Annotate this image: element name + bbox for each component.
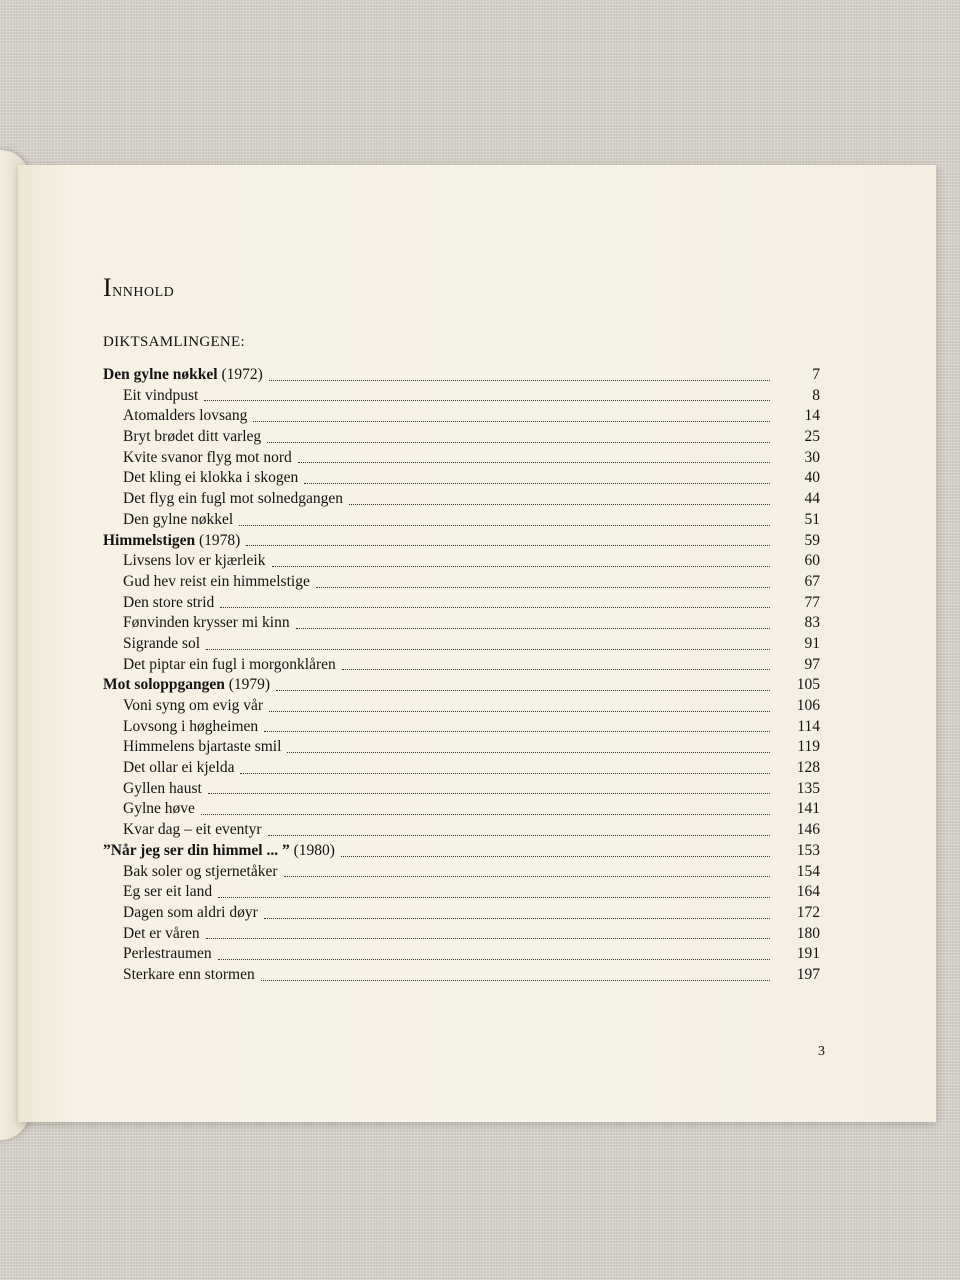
toc-entry-page: 105	[796, 676, 820, 694]
toc-entry-page: 7	[812, 366, 820, 383]
toc-poem-row	[103, 903, 820, 924]
toc-entry-title	[123, 448, 292, 469]
toc-poem-row	[103, 634, 820, 655]
toc-entry-title	[123, 717, 258, 738]
dot-leader	[272, 565, 771, 567]
toc-entry-title-text: Det er våren	[123, 924, 200, 942]
dot-leader	[264, 917, 770, 919]
toc-poem-row	[103, 799, 820, 820]
dot-leader	[218, 896, 770, 898]
toc-entry-title-text: Eit vindpust	[123, 386, 199, 404]
toc-entry-page: 25	[804, 428, 820, 446]
dot-leader	[206, 648, 770, 650]
dot-leader	[208, 792, 770, 794]
toc-entry-year: (1972)	[221, 366, 263, 383]
toc-entry-title-text: Sterkare enn stormen	[123, 965, 255, 983]
toc-entry-page: 164	[796, 883, 820, 901]
toc-entry-title-text: Den store strid	[123, 593, 215, 611]
toc-entry-title	[123, 427, 261, 448]
toc-entry-year: (1980)	[293, 841, 335, 859]
toc-entry-title-text: Voni syng om evig vår	[123, 697, 264, 714]
toc-poem-row	[103, 427, 820, 448]
toc-poem-row	[103, 468, 820, 489]
toc-entry-title	[123, 572, 310, 593]
toc-collection-row	[103, 531, 820, 552]
toc-collection-row	[103, 365, 820, 386]
toc-entry-title	[123, 593, 214, 614]
toc-entry-title	[123, 613, 290, 634]
toc-entry-page: 51	[804, 510, 820, 528]
toc-entry-title	[123, 799, 195, 820]
toc-entry-page: 14	[804, 407, 820, 425]
toc-entry-page: 97	[804, 655, 820, 673]
page-title: Innhold	[103, 273, 175, 302]
toc-entry-title-text: Gyllen haust	[123, 779, 202, 797]
toc-collection-row	[103, 675, 820, 696]
dot-leader	[201, 813, 770, 815]
toc-entry-page: 83	[804, 614, 820, 632]
toc-entry-page: 146	[796, 821, 820, 839]
toc-entry-title-text: Den gylne nøkkel	[103, 366, 218, 383]
dot-leader	[316, 586, 770, 588]
toc-entry-title	[103, 365, 263, 386]
toc-entry-title-text: Dagen som aldri døyr	[123, 903, 258, 921]
toc-entry-page: 40	[804, 469, 820, 487]
dot-leader	[264, 730, 770, 732]
toc-entry-page: 114	[797, 717, 820, 735]
dot-leader	[284, 875, 770, 877]
toc-entry-title	[123, 779, 202, 800]
dot-leader	[296, 627, 770, 629]
toc-entry-title-text: Fønvinden krysser mi kinn	[123, 614, 290, 632]
toc-entry-title	[103, 531, 240, 552]
toc-poem-row	[103, 944, 820, 965]
toc-poem-row	[103, 717, 820, 738]
toc-poem-row	[103, 965, 820, 986]
toc-entry-title	[123, 924, 200, 945]
toc-entry-title-text: Atomalders lovsang	[123, 407, 248, 425]
dot-leader	[276, 689, 770, 691]
dot-leader	[261, 979, 770, 981]
dot-leader	[218, 958, 770, 960]
toc-entry-page: 30	[804, 448, 820, 466]
toc-poem-row	[103, 862, 820, 883]
toc-collection-row	[103, 841, 820, 862]
toc-entry-title	[123, 820, 262, 841]
toc-poem-row	[103, 510, 820, 531]
section-heading: DIKTSAMLINGENE:	[103, 334, 245, 350]
toc-entry-title-text: Den gylne nøkkel	[123, 510, 234, 528]
toc-poem-row	[103, 882, 820, 903]
toc-entry-title-text: ”Når jeg ser din himmel ... ”	[103, 841, 290, 859]
toc-entry-title-text: Mot soloppgangen	[103, 676, 225, 694]
dot-leader	[267, 441, 770, 443]
toc-entry-title-text: Kvite svanor flyg mot nord	[123, 448, 292, 466]
toc-poem-row	[103, 613, 820, 634]
toc-entry-page: 119	[797, 738, 820, 756]
toc-entry-page: 60	[804, 552, 820, 570]
toc-entry-title-text: Gud hev reist ein himmelstige	[123, 572, 310, 590]
dot-leader	[341, 855, 770, 857]
dot-leader	[204, 399, 770, 401]
toc-entry-title-text: Bryt brødet ditt varleg	[123, 428, 262, 446]
dot-leader	[269, 710, 770, 712]
toc-entry-page: 77	[804, 593, 820, 611]
toc-entry-title-text: Det kling ei klokka i skogen	[123, 469, 299, 487]
dot-leader	[206, 937, 770, 939]
toc-poem-row	[103, 758, 820, 779]
toc-entry-title	[123, 737, 281, 758]
toc-entry-title	[123, 551, 266, 572]
toc-poem-row	[103, 655, 820, 676]
toc-entry-title-text: Gylne høve	[123, 800, 195, 818]
toc-entry-title	[123, 406, 247, 427]
toc-entry-title-text: Himmelstigen	[103, 531, 196, 549]
toc-poem-row	[103, 448, 820, 469]
toc-entry-page: 128	[796, 759, 820, 777]
toc-entry-page: 180	[796, 924, 820, 942]
toc-poem-row	[103, 696, 820, 717]
dot-leader	[298, 461, 770, 463]
toc-entry-page: 154	[796, 862, 820, 880]
toc-entry-title	[123, 862, 278, 883]
toc-entry-title-text: Det flyg ein fugl mot solnedgangen	[123, 490, 343, 508]
dot-leader	[287, 751, 770, 753]
toc-entry-title-text: Lovsong i høgheimen	[123, 717, 259, 735]
toc-entry-title-text: Eg ser eit land	[123, 883, 213, 901]
toc-entry-page: 44	[804, 490, 820, 508]
toc-entry-title	[123, 903, 258, 924]
toc-entry-title	[123, 965, 255, 986]
dot-leader	[342, 668, 770, 670]
toc-entry-year: (1978)	[199, 531, 241, 549]
toc-poem-row	[103, 489, 820, 510]
toc-poem-row	[103, 779, 820, 800]
toc-entry-title	[123, 944, 212, 965]
table-of-contents	[103, 365, 820, 986]
dot-leader	[304, 482, 770, 484]
toc-entry-title-text: Livsens lov er kjærleik	[123, 552, 266, 570]
toc-entry-title	[123, 655, 336, 676]
toc-entry-year: (1979)	[228, 676, 271, 694]
toc-entry-page: 8	[812, 386, 820, 404]
dot-leader	[240, 772, 770, 774]
toc-entry-title-text: Kvar dag – eit eventyr	[123, 821, 262, 839]
toc-entry-title	[123, 468, 298, 489]
toc-entry-title	[123, 510, 233, 531]
toc-entry-page: 172	[796, 903, 820, 921]
dot-leader	[268, 834, 770, 836]
toc-poem-row	[103, 406, 820, 427]
toc-poem-row	[103, 737, 820, 758]
toc-poem-row	[103, 572, 820, 593]
toc-entry-page: 191	[796, 945, 820, 963]
toc-entry-title	[123, 386, 198, 407]
toc-poem-row	[103, 593, 820, 614]
toc-entry-title-text: Bak soler og stjernetåker	[123, 862, 278, 880]
toc-entry-title	[123, 634, 200, 655]
toc-poem-row	[103, 820, 820, 841]
toc-entry-title	[123, 489, 343, 510]
toc-entry-title-text: Perlestraumen	[123, 945, 212, 963]
toc-poem-row	[103, 924, 820, 945]
toc-entry-title	[103, 841, 335, 862]
toc-entry-title-text: Sigrande sol	[123, 634, 201, 652]
toc-entry-title	[103, 675, 270, 696]
toc-entry-title-text: Det piptar ein fugl i morgonklåren	[123, 655, 336, 673]
toc-entry-page: 67	[804, 572, 820, 590]
toc-entry-title	[123, 758, 234, 779]
dot-leader	[220, 606, 770, 608]
toc-entry-title	[123, 696, 263, 717]
toc-entry-page: 135	[796, 779, 820, 797]
page-number: 3	[818, 1044, 825, 1059]
toc-entry-page: 106	[796, 697, 820, 714]
toc-entry-page: 91	[804, 634, 820, 652]
dot-leader	[253, 420, 770, 422]
dot-leader	[269, 379, 770, 381]
toc-entry-title	[123, 882, 212, 903]
dot-leader	[239, 524, 770, 526]
toc-entry-title-text: Det ollar ei kjelda	[123, 759, 235, 777]
dot-leader	[349, 503, 770, 505]
dot-leader	[246, 544, 770, 546]
toc-entry-page: 153	[796, 841, 820, 859]
toc-entry-page: 141	[796, 800, 820, 818]
toc-entry-page: 197	[796, 965, 820, 983]
toc-poem-row	[103, 551, 820, 572]
toc-entry-title-text: Himmelens bjartaste smil	[123, 738, 282, 756]
toc-entry-page: 59	[804, 531, 820, 549]
toc-poem-row	[103, 386, 820, 407]
